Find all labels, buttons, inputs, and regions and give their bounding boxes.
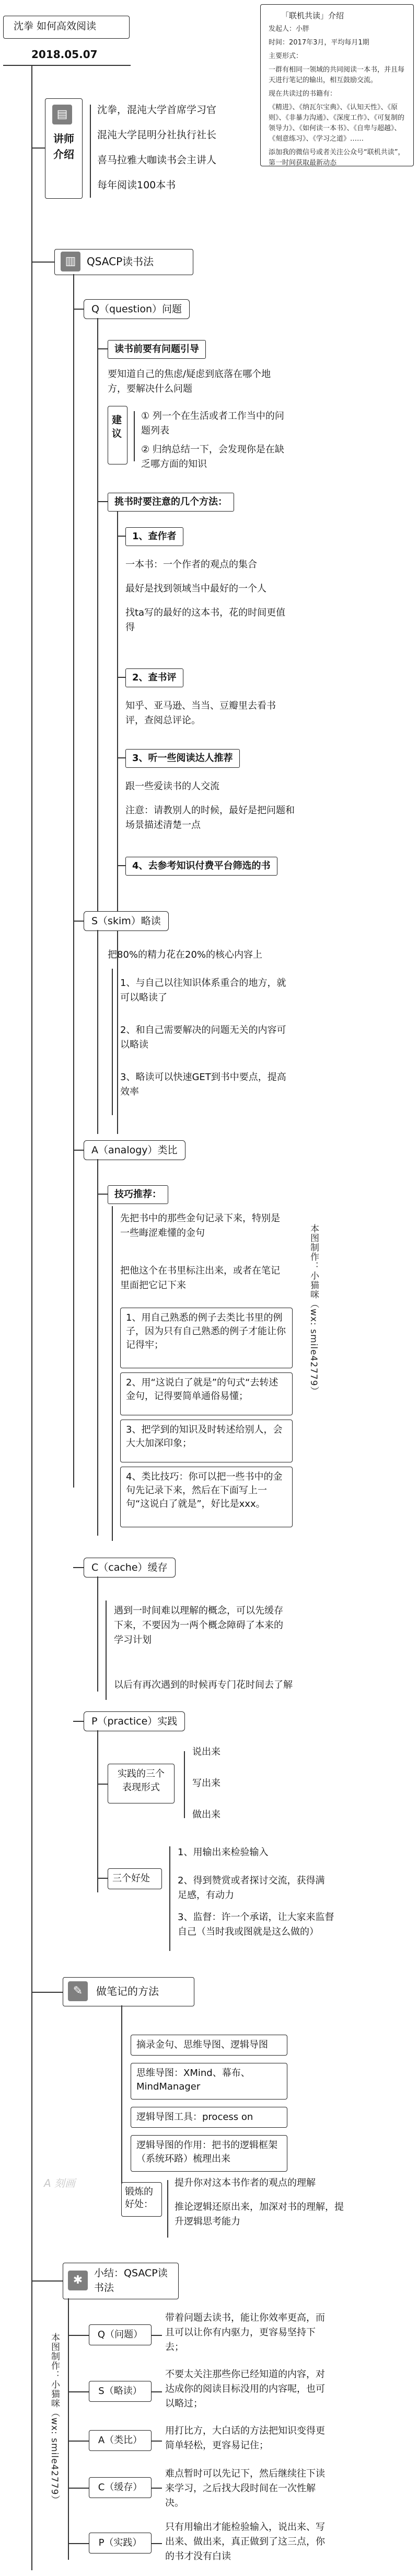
summary-text: 只有用输出才能检验输入，说出来、写出来、做出来，真正做到了这三点，你的书才没有白读 — [165, 2522, 325, 2562]
tip-head: 1、查作者 — [125, 527, 183, 546]
s-node: S（skim）略读 — [84, 911, 169, 931]
connector — [152, 2441, 162, 2442]
p-form: 做出来 — [192, 1809, 220, 1820]
connector — [68, 2441, 89, 2442]
title-underline — [3, 65, 131, 66]
p-form: 写出来 — [192, 1778, 220, 1789]
a-step: 1、用自己熟悉的例子去类比书里的例子，因为只有自己熟悉的例子才能让你记得牢； — [120, 1308, 293, 1368]
tip-body: 一本书：一个作者的观点的集合 — [125, 559, 257, 570]
connector — [152, 2335, 162, 2336]
connector — [117, 677, 125, 678]
p-form: 说出来 — [192, 1746, 220, 1757]
connector — [73, 1721, 84, 1722]
notes-icon: ✎ — [68, 1981, 88, 2001]
connector — [97, 348, 108, 349]
speaker-item: 喜马拉雅大咖读书会主讲人 — [97, 154, 217, 166]
tip-body: 跟一些爱读书的人交流 — [125, 781, 219, 792]
s-item: 3、略读可以快速GET到书中要点，提高效率 — [120, 1072, 286, 1097]
a-bracket — [112, 1206, 113, 1541]
c-item: 遇到一时间难以理解的概念，可以先缓存下来，不要因为一两个概念障碍了本来的学习计划 — [114, 1605, 283, 1646]
summary-text: 带着问题去读书，能让你效率更高，而且可以让你有内驱力，更容易坚持下去； — [165, 2312, 325, 2353]
connector — [31, 1992, 63, 1993]
s-item: 2、和自己需要解决的问题无关的内容可以略读 — [120, 1025, 286, 1050]
watermark: A 刻画 — [44, 2177, 76, 2189]
main-spine — [31, 65, 32, 2570]
q-sub2: 挑书时要注意的几个方法： — [108, 493, 234, 512]
connector — [73, 309, 84, 310]
p-forms-label: 实践的三个表现形式 — [108, 1764, 175, 1803]
notes-item: 摘录金句、思维导图、逻辑导图 — [131, 2035, 287, 2056]
notes-item: 逻辑导图工具：process on — [131, 2107, 287, 2128]
info-line: 添加我的微信号或者关注公众号“联机共读”，第一时间获取最新动态 — [269, 149, 405, 167]
connector — [68, 2543, 89, 2544]
method-spine — [73, 274, 74, 1488]
summary-key: P（实践） — [89, 2533, 152, 2554]
notes-item: 思维导图：XMind、幕布、MindManager — [131, 2063, 287, 2100]
summary-key: A（类比） — [89, 2430, 152, 2451]
connector — [97, 1878, 108, 1879]
a-tips-desc: 先把书中的那些金句记录下来，特别是一些晦涩难懂的金句 — [120, 1213, 280, 1239]
speaker-item: 混沌大学昆明分社执行社长 — [97, 129, 217, 141]
a-spine — [97, 1159, 98, 1536]
summary-title: 小结：QSACP读书法 — [94, 2267, 168, 2294]
connector — [152, 2391, 162, 2392]
method-title: QSACP读书法 — [87, 255, 154, 268]
advice-item: ① 列一个在生活或者工作当中的问题列表 — [141, 411, 284, 436]
a-node: A（analogy）类比 — [84, 1140, 185, 1160]
connector — [152, 2488, 162, 2489]
c-bracket — [106, 1601, 107, 1700]
notes-title: 做笔记的方法 — [96, 1985, 159, 1998]
p-benefits-bracket — [169, 1846, 170, 1951]
info-line: 主要形式： — [269, 52, 303, 60]
p-node: P（practice）实践 — [84, 1711, 185, 1731]
title-date: 2018.05.07 — [31, 48, 98, 61]
info-heading: 「联机共读」介绍 — [281, 11, 344, 20]
connector — [97, 1194, 108, 1195]
info-line: 一群有相同一领域的共同阅读一本书，并且每天进行笔记的输出，相互鼓励交流。 — [269, 66, 405, 84]
connector — [117, 536, 125, 537]
connector — [31, 262, 54, 263]
c-node: C（cache）缓存 — [84, 1558, 176, 1578]
tip-head: 2、查书评 — [125, 668, 183, 687]
speaker-item: 沈拳，混沌大学首席学习官 — [97, 104, 217, 116]
p-spine — [97, 1730, 98, 1892]
q-node: Q（question）问题 — [84, 299, 190, 319]
summary-key: C（缓存） — [89, 2477, 152, 2498]
notes-spine — [121, 2005, 122, 2188]
notes-after-bracket — [167, 2180, 168, 2238]
advice-label: 建议 — [112, 414, 122, 439]
tip-body: 最好是找到领域当中最好的一个人 — [125, 583, 266, 594]
p-benefit: 2、得到赞赏或者探讨交流，获得满足感，有动力 — [178, 1875, 325, 1901]
q-desc: 要知道自己的焦虑/疑虑到底落在哪个地方，要解决什么问题 — [108, 369, 271, 394]
s-bracket — [112, 969, 113, 1115]
connector — [97, 501, 108, 502]
summary-text: 难点暂时可以先记下，然后继续往下读来学习，之后找大段时间在一次性解决。 — [165, 2468, 325, 2509]
a-tips-desc: 把他这个在书里标注出来，或者在笔记里面把它记下来 — [120, 1265, 280, 1291]
connector — [73, 1150, 84, 1151]
summary-spine — [68, 2298, 69, 2560]
connector — [68, 2488, 89, 2489]
p-benefit: 1、用输出来检验输入 — [178, 1847, 269, 1858]
tip-body: 知乎、亚马逊、当当、豆瓣里去看书评，查阅总评论。 — [125, 700, 276, 726]
summary-text: 用打比方，大白话的方法把知识变得更简单轻松，更容易记住； — [165, 2425, 325, 2451]
tips-spine — [117, 512, 118, 1134]
connector — [97, 1784, 108, 1785]
connector — [73, 921, 84, 922]
speaker-bracket — [90, 105, 91, 198]
tip-body: 找ta写的最好的这本书，花的时间更值得 — [125, 607, 286, 633]
presentation-icon: ▤ — [52, 105, 72, 124]
p-benefits-label: 三个好处 — [108, 1868, 162, 1889]
notes-item: 逻辑导图的作用：把书的逻辑框架（系统环路）梳理出来 — [131, 2135, 287, 2172]
a-tips-head: 技巧推荐： — [108, 1185, 168, 1204]
advice-item: ② 归纳总结一下，会发现你是在缺乏哪方面的知识 — [141, 444, 284, 470]
q-sub1: 读书前要有问题引导 — [108, 340, 206, 359]
info-line: 发起人：小胖 — [269, 25, 310, 33]
advice-bracket — [134, 411, 135, 461]
summary-text: 不要太关注那些你已经知道的内容，对达成你的阅读目标没用的内容呢，也可以略过； — [165, 2369, 325, 2409]
summary-key: Q（问题） — [89, 2324, 152, 2345]
connector — [152, 2543, 162, 2544]
connector — [68, 2391, 89, 2392]
info-line: 《精进》、《纳瓦尔宝典》、《认知天性》、《原则》、《非暴力沟通》、《深度工作》、《可复制的领导力》、《如何读一本书》、《自卑与超越》、《刻意练习》、《学习之道》…… — [269, 104, 405, 143]
notes-after: 推论逻辑还原出来，加深对书的理解，提升逻辑思考能力 — [175, 2201, 344, 2227]
connector — [117, 865, 125, 866]
summary-key: S（略读） — [89, 2381, 152, 2402]
s-item: 1、与自己以往知识体系重合的地方，就可以略读了 — [120, 978, 286, 1003]
page-title: 沈拳 如何高效阅读 — [14, 20, 97, 32]
info-line: 时间：2017年3月，平均每月1期 — [269, 39, 369, 47]
connector — [117, 757, 125, 758]
s-desc: 把80%的精力花在20%的核心内容上 — [108, 949, 263, 960]
credit-left: 本图制作：小猫咪（wx: smile42779） — [49, 2333, 60, 2505]
a-step: 2、用“这说白了就是”的句式“去转述金句，记得要简单通俗易懂； — [120, 1372, 293, 1415]
tip-head: 3、听一些阅读达人推荐 — [125, 749, 240, 768]
speaker-label: 讲师介绍 — [53, 132, 74, 161]
notes-after: 提升你对这本书作者的观点的理解 — [175, 2177, 316, 2188]
speaker-item: 每年阅读100本书 — [97, 179, 176, 191]
connector — [68, 2335, 89, 2336]
info-line: 现在共读过的书籍有： — [269, 90, 337, 98]
connector — [31, 147, 45, 149]
tip-head: 4、去参考知识付费平台筛选的书 — [125, 857, 277, 876]
a-step: 3、把学到的知识及时转述给别人，会大大加深印象； — [120, 1420, 293, 1462]
book-icon: ▥ — [61, 252, 80, 271]
s-spine — [97, 930, 98, 1113]
summary-icon: ✱ — [68, 2271, 88, 2290]
connector — [31, 2280, 63, 2282]
p-forms-bracket — [184, 1751, 185, 1818]
connector — [73, 1567, 84, 1568]
p-benefit: 3、监督：许一个承诺，让大家来监督自己（当时我或图就是这么做的） — [178, 1912, 334, 1937]
c-spine — [97, 1576, 98, 1692]
a-step: 4、类比技巧：你可以把一些书中的金句先记录下来，然后在下面写上一句“这说白了就是”，好比是xxx。 — [120, 1467, 293, 1527]
notes-after-label: 锻炼的好处： — [121, 2182, 162, 2217]
c-item: 以后有再次遇到的时候再专门花时间去了解 — [114, 1679, 293, 1690]
tip-body: 注意：请教别人的时候，最好是把问题和场景描述清楚一点 — [125, 805, 295, 831]
info-body — [269, 24, 409, 168]
credit-right: 本图制作：小猫咪（wx: smile42779） — [308, 1224, 319, 1396]
